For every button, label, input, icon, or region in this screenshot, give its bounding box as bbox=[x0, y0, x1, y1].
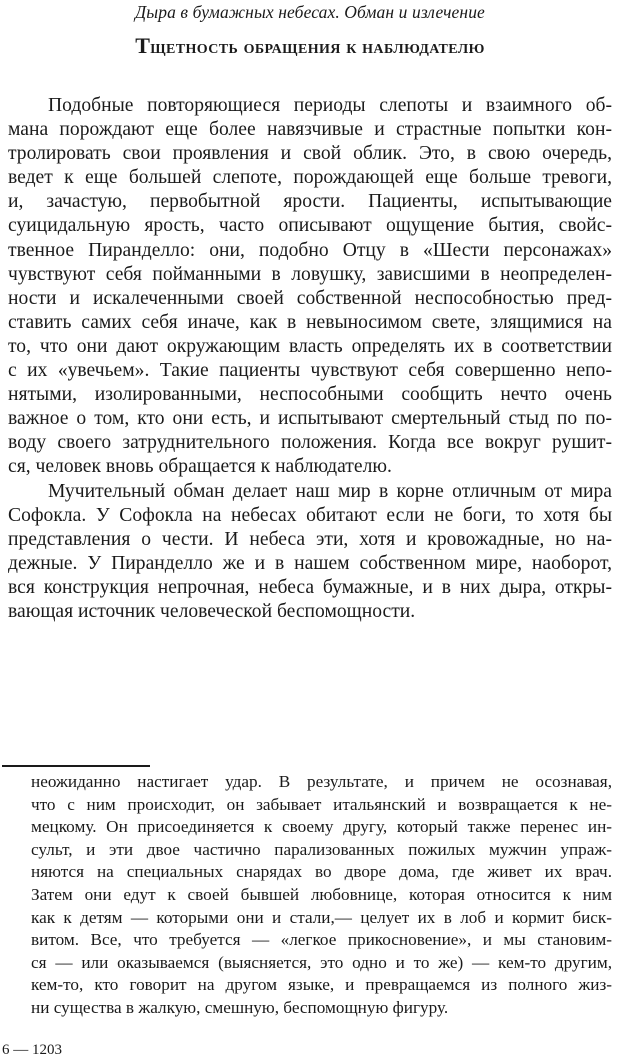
section-title-rest: щетность обращения к наблюдателю bbox=[150, 36, 485, 58]
text-line: тролировать свои проявления и свой облик. Это, в свою очередь, bbox=[8, 143, 612, 165]
footnote-line: няются на специальных снарядах во дворе дома, где живет их врач. bbox=[31, 862, 612, 882]
paragraph-2 bbox=[8, 480, 612, 625]
section-title-initial: Т bbox=[135, 33, 151, 58]
footnote-line: Затем они едут к своей бывшей любовнице, которая относится к ним bbox=[31, 884, 612, 904]
text-line: Подобные повторяющиеся периоды слепоты и взаимного об- bbox=[48, 95, 612, 116]
footnote-line: неожиданно настигает удар. В результате, и причем не осознавая, bbox=[31, 772, 612, 791]
text-line: ведет к еще большей слепоте, порождающей еще больше тревоги, bbox=[8, 167, 612, 189]
text-line: вся конструкция непрочная, небеса бумажные, и в них дыра, откры- bbox=[8, 576, 612, 598]
text-line: то, что они дают окружающим власть определять их в соответствии bbox=[8, 335, 612, 357]
text-line: ставить самих себя иначе, как в невыносимом свете, злящимися на bbox=[8, 311, 612, 333]
text-line: нятыми, изолированными, неспособными сообщить нечто очень bbox=[8, 384, 612, 406]
running-head: Дыра в бумажных небесах. Обман и излечение bbox=[135, 2, 485, 22]
text-line: вающая источник человеческой беспомощности. bbox=[8, 600, 416, 622]
printer-signature: 6 — 1203 bbox=[2, 1042, 62, 1058]
text-line: твенное Пиранделло: они, подобно Отцу в «Шести персонажах» bbox=[8, 239, 612, 261]
text-line: важное о том, кто они есть, и испытывают смертельный стыд по по- bbox=[8, 408, 612, 430]
footnote-line: кем-то, кто говорит на другом языке, и превращаемся из полного жиз- bbox=[31, 975, 612, 995]
text-line: мана порождают еще более навязчивые и страстные попытки кон- bbox=[8, 119, 612, 141]
text-line: и, зачастую, первобытной ярости. Пациенты, испытывающие bbox=[8, 191, 612, 213]
footnote-line: витом. Все, что требуется — «легкое прикосновение», и мы становим- bbox=[31, 930, 612, 950]
footnote-line: ни существа в жалкую, смешную, беспомощную фигуру. bbox=[31, 997, 449, 1017]
section-title bbox=[0, 33, 620, 59]
footnote bbox=[31, 771, 612, 1020]
text-line: Софокла. У Софокла на небесах обитают если не боги, то хотя бы bbox=[8, 504, 612, 526]
footnote-line: мецкому. Он присоединяется к своему другу, который также перенес ин- bbox=[31, 817, 612, 837]
text-line: Мучительный обман делает наш мир в корне отличным от мира bbox=[48, 480, 612, 502]
text-line: дежные. У Пиранделло же и в нашем собственном мире, наоборот, bbox=[8, 552, 612, 574]
text-line: ся, человек вновь обращается к наблюдателю. bbox=[8, 456, 392, 478]
main-text bbox=[8, 94, 612, 624]
text-line: ности и искалеченными своей собственной неспособностью пред- bbox=[8, 287, 612, 309]
text-line: суицидальную ярость, часто описывают ощущение бытия, свойс- bbox=[8, 215, 612, 237]
footnote-line: что с ним происходит, он забывает итальянский и возвращается к не- bbox=[31, 794, 612, 814]
text-line: чувствуют себя пойманными в ловушку, зависшими в неопределен- bbox=[8, 263, 612, 285]
footnote-line: ся — или оказываемся (выясняется, это одно и то же) — кем-то другим, bbox=[31, 952, 612, 972]
paragraph-1 bbox=[8, 94, 612, 480]
footnote-divider bbox=[2, 765, 150, 767]
footnote-line: как к детям — которыми они и стали,— целует их в лоб и кормит биск- bbox=[31, 907, 612, 927]
text-line: представления о чести. И небеса эти, хотя и кровожадные, но на- bbox=[8, 528, 612, 550]
text-line: с их «увечьем». Такие пациенты чувствуют себя совершенно непо- bbox=[8, 360, 612, 382]
footnote-line: сульт, и эти двое частично парализованных пожилых мужчин упраж- bbox=[31, 839, 612, 859]
text-line: воду своего затруднительного положения. Когда все вокруг рушит- bbox=[8, 432, 612, 454]
